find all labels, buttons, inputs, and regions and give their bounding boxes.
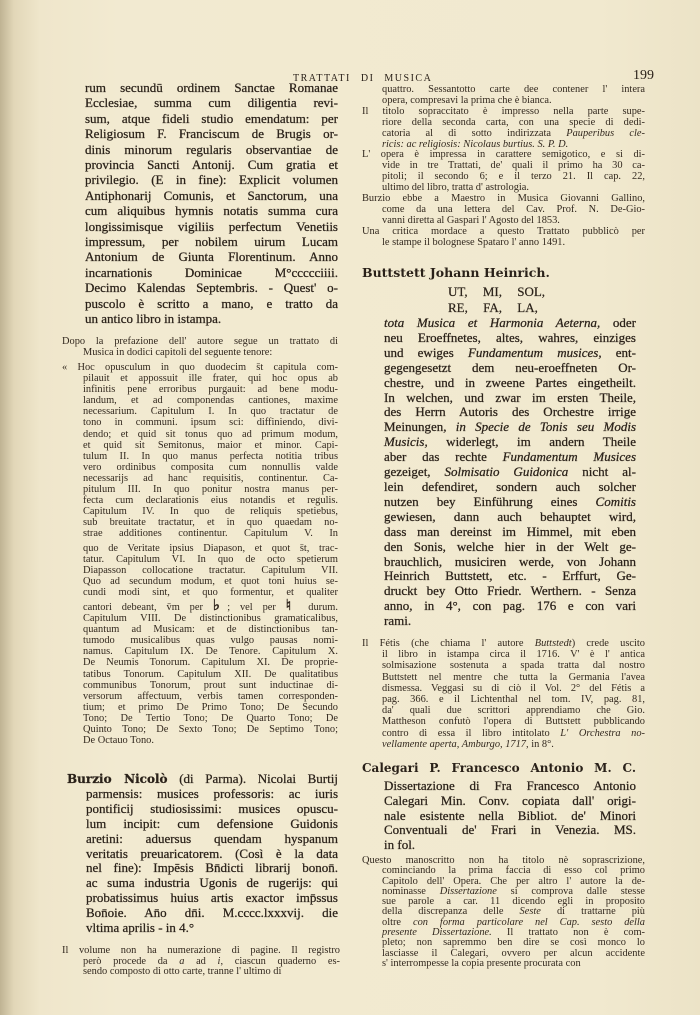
text-line: vide in tre Trattati, de' quali il primo ha 30 ca- <box>382 160 645 172</box>
entry-burzio <box>67 772 338 936</box>
text-segment: durum. <box>298 601 338 613</box>
text-segment: ) crede uscito <box>571 638 646 649</box>
text-line: dinis minorum regularis observantiae de <box>85 141 338 157</box>
text-line: In welchen, und zwar im ersten Theile, <box>384 389 636 405</box>
italic-text: presente Dissertazione. <box>382 927 492 939</box>
text-line: strae additiones continentur. Capitulum V. In <box>83 528 338 540</box>
italic-text: Dissertazione <box>439 885 497 897</box>
text-line: impressum, per nobilem uirum Lucam <box>85 234 338 250</box>
text-line: veritatis preuaricatorem. (Così è la data <box>86 845 338 861</box>
text-line: ultimo del libro, tratta d' astrologia. <box>382 182 530 194</box>
preface-note <box>62 336 338 359</box>
text-line: Antiphonarij Comunis, et Sanctorum, una <box>85 187 338 203</box>
text-segment: si comprova dalle stesse <box>496 885 645 897</box>
text-line: De Octauo Tono. <box>83 735 154 747</box>
text-line <box>384 435 636 450</box>
text-line: nale esistente nella Bibliot. de' Minori <box>384 807 636 823</box>
text-line: rum secundū ordinem Sanctae Romanae <box>85 80 338 95</box>
text-line: Bon̄oie. An̄o dn̄i. M.cccc.lxxxvij. die <box>86 905 338 921</box>
italic-text: Seste <box>519 906 541 918</box>
text-line: Capitulum VIII. De distinctionibus gramaticalibus, <box>83 613 338 625</box>
text-line: sum, atque fideli studio emendatum: per <box>85 110 338 126</box>
text-segment: contro di essa il libro intitolato <box>382 727 561 739</box>
text-line <box>67 772 338 787</box>
italic-text: tota Musica et Harmonia Aeterna, <box>384 315 601 330</box>
text-segment: Il trattato non è com- <box>491 927 645 939</box>
text-line: Heinrich Buttstett, etc. - Erffurt, Ge- <box>384 568 636 584</box>
note-calegari <box>362 856 645 969</box>
italic-text: Fundamentum musices <box>467 344 599 360</box>
text-line: in fol. <box>384 837 416 853</box>
italic-text: Buttstedt <box>534 638 572 649</box>
text-line: pitulum III. In quo ponitur nostra manus per- <box>83 484 338 496</box>
text-line: tatur. Capitulum VI. In quo de octo spetierum <box>83 553 338 565</box>
text-segment: Meinungen, <box>384 419 456 435</box>
text-line: quattro. Sessantotto carte dee contener l' intera <box>382 84 645 95</box>
text-segment: oder <box>600 315 636 330</box>
text-line: sendo composto di otto carte, tranne l' ultimo di <box>83 966 282 978</box>
italic-text: vellamente aperta, Amburgo, 1717, <box>382 738 529 750</box>
italic-text: i <box>217 955 221 967</box>
antiphonary-entry-continuation <box>85 80 338 327</box>
text-line: Calegari Min. Conv. copiata dall' origi- <box>384 792 636 808</box>
text-line: parmensis: musices professoris: ac iuris <box>86 785 338 801</box>
text-line: necessarium. Capitulum I. In quo tractatur de <box>83 406 338 418</box>
text-line <box>384 495 636 510</box>
text-line: lum incipit: cum defensione Guidonis <box>86 815 338 831</box>
text-line: fecta cum declarationis eius notandis et regulis. <box>83 495 338 507</box>
text-line: gewiesen, dann auch behauptet wird, <box>384 508 636 524</box>
text-line: dendo; et quid sit tonus quo ad primum modum, <box>83 428 338 440</box>
text-segment: oltre <box>382 916 413 928</box>
text-line: rami. <box>384 613 412 629</box>
italic-text: Fundamentum Musices <box>502 449 637 465</box>
text-line: Decimo Kalendas Septembris. - Quest' o- <box>85 280 338 296</box>
text-segment: nicht al- <box>568 464 636 480</box>
text-line: Questo manoscritto non ha titolo nè soprascrizione, <box>362 855 645 866</box>
italic-text: a <box>179 955 185 967</box>
text-line <box>362 638 645 649</box>
text-line: communibus Tonorum, prout sunt inductinae di- <box>83 679 338 691</box>
music-sign-icon: ♭ <box>212 597 228 614</box>
text-line: da' quali due scrittori apprendiamo che Gio. <box>382 705 645 717</box>
italic-text: con forma particolare nel Cap. sesto della <box>412 916 645 928</box>
text-line: pitoli; il secondo 6; e il terzo 21. Il cap. 22, <box>382 171 645 183</box>
entry-heading: Burzio Nicolò <box>67 772 168 786</box>
text-line <box>384 420 636 435</box>
notes-burzio <box>362 85 645 249</box>
text-segment: gezeiget, <box>384 464 445 480</box>
text-line: Religiosum F. Franciscum de Brugis or- <box>85 126 338 142</box>
text-segment: di trattarne più <box>540 906 645 918</box>
italic-text: Solmisatio Guidonica <box>444 464 569 480</box>
text-line: longissimisque vigiliis perfectum Venetiis <box>85 218 338 234</box>
text-line: quantum ad Musicam: et de distinctionibus tan- <box>83 624 338 636</box>
text-line: Ecclesiae, summa cum diligentia revi- <box>85 95 338 111</box>
text-line: cundi modi sint, et quo formentur, et qualiter <box>83 586 338 598</box>
italic-text: L' Orchestra no- <box>560 727 645 739</box>
italic-text: ricis: ac religiosis: Nicolaus burtius. S. P. D. <box>382 138 569 150</box>
text-line: « Hoc opusculum in quo duodecim s̄t capitula com- <box>62 362 338 373</box>
text-line: sue parole a car. 11 dicendo egli in proposito <box>382 896 645 908</box>
text-segment: ad <box>184 955 218 967</box>
text-line: cominciando la prima faccia di esso col primo <box>382 865 645 877</box>
text-segment: catoria al di sotto indirizzata <box>382 127 567 139</box>
note-fetis <box>362 638 645 750</box>
text-line: tatibus Tonorum. Capitulum XII. De qualitatibus <box>83 668 338 680</box>
text-line: provincia Sancti Antonij. Cum gratia et <box>85 157 338 173</box>
text-line: De Neumis Tonorum. Capitulum XI. De proprie- <box>83 657 338 669</box>
chapter-list-quote <box>62 362 338 746</box>
text-line: landum, et ad componendas cantiones, maxime <box>83 395 338 407</box>
text-line <box>384 316 636 331</box>
text-line: Conventuali de' Frari in Venezia. MS. <box>384 822 636 838</box>
text-line: solmisazione sostenuta a spada tratta dal nostro <box>382 660 645 672</box>
text-line: et quid sit Semitonus, maior et minor. Capi- <box>83 439 338 451</box>
text-line <box>83 597 338 614</box>
text-line: Tono; De Tertio Tono; De Quarto Tono; De <box>83 712 338 724</box>
running-title: TRATTATI DI MUSICA <box>293 73 433 84</box>
text-line <box>384 450 636 465</box>
text-line: necessarijs ad hanc requisitis, continentur. Ca- <box>83 472 338 484</box>
text-line: des Herrn Autoris des Orchestre irrige <box>384 404 636 420</box>
text-line: il libro in istampa circa il 1716. V' è l' antica <box>382 649 645 661</box>
text-line: Burzio ebbe a Maestro in Musica Giovanni Gallino, <box>362 193 645 205</box>
text-line: neu Eroeffnetes, altes, wahres, einziges <box>384 329 636 345</box>
text-line <box>384 346 636 361</box>
text-line: Una critica mordace a questo Trattato pubblicò per <box>362 225 645 237</box>
text-line: dismessa. Veggasi su di ciò il Vol. 2° del Fétis a <box>382 682 645 694</box>
text-segment: in 8°. <box>528 738 554 750</box>
text-line: tium; et primo De Primo Tono; De Secundo <box>83 701 338 713</box>
text-line: Buttstett nel mentre che tutta la Germania l'avea <box>382 671 645 683</box>
text-segment: aber das rechte <box>384 449 503 465</box>
text-line: vltima aprilis - in 4.° <box>86 920 195 936</box>
text-line: puscolo è scritto a mano, e tratto da <box>85 295 338 311</box>
text-line: nel fine): Impēsis Bn̄dicti librarij bonon̄. <box>86 860 338 876</box>
text-line: come da una lettera del Cav. Prof. N. De-Gio- <box>382 203 645 215</box>
text-line: Il volume non ha numerazione di pagine. Il registro <box>62 945 340 956</box>
entry-buttstett <box>384 316 636 629</box>
text-line: RE, FA, LA, <box>448 300 538 315</box>
text-line: infinitis pene erroribus purgauit: ad bene modu- <box>83 384 338 396</box>
text-line: den Sonis, welche hier in der Welt ge- <box>384 538 636 554</box>
text-segment: , ciascun quaderno es- <box>220 955 340 967</box>
text-line <box>382 728 645 739</box>
text-line: un antico libro in istampa. <box>85 311 222 327</box>
text-line: aretini: aduersus quendam hyspanum <box>86 830 338 846</box>
text-line: opera, compresavi la prima che è bianca. <box>382 94 552 106</box>
text-line: pleto; non sapremmo ben dire se così monco lo <box>382 937 645 949</box>
text-line: Il titolo sopraccitato è impresso nella parte supe- <box>362 105 645 117</box>
text-segment: widerlegt, im andern Theile <box>427 434 636 450</box>
text-line: namus. Capitulum IX. De Tenore. Capitulum X. <box>83 646 338 658</box>
text-line: Capitulum IV. In quo de reliquis spetiebus, <box>83 506 338 518</box>
text-line: Dissertazione di Fra Francesco Antonio <box>384 778 636 793</box>
text-segment: nutzen bey Einführung eines <box>384 493 596 509</box>
text-segment: ; vel per <box>227 601 286 613</box>
text-line: Quinto Tono; De Sexto Tono; De Septimo Tono; <box>83 724 338 735</box>
text-segment: nominasse <box>382 885 440 897</box>
text-line: sub breuitate tractatur, et in quo quaedam no- <box>83 517 338 529</box>
text-line: lasciasse il Calegari, ovvero per alcun accidente <box>382 947 645 959</box>
solmisation-syllables <box>448 284 545 316</box>
text-line: versorum affectuum, verbis tamen corresponden- <box>83 690 338 702</box>
text-line: cum aliquibus hymnis notatis summa cura <box>85 203 338 219</box>
text-segment: , ent- <box>598 344 636 360</box>
text-line: dass man dereinst im Himmel, mit eben <box>384 523 636 539</box>
text-line: tulum II. In quo manus perfecta notitia tribus <box>83 450 338 462</box>
text-line: tumodo musicalibus quas vulgo pausas nomi- <box>83 635 338 647</box>
page-number: 199 <box>633 68 654 83</box>
text-line: incarnationis Dominicae M°ccccciiii. <box>85 264 338 280</box>
text-line: Capitolo dell' Opera. Che per altro l' autore la de- <box>382 875 645 887</box>
text-line: tono in communi. ipsum sci: diffiniendo, divi- <box>83 417 338 429</box>
text-line: privilegio. (E in fine): Explicit volumen <box>85 172 338 188</box>
text-line <box>382 739 645 750</box>
text-line: s' interrompesse la copia presente procurata con <box>382 957 581 969</box>
note-burzio-volume <box>62 946 340 978</box>
text-line: Musica in dodici capitoli del seguente tenore: <box>83 347 273 359</box>
text-line: Mattheson confutò l'opera di Buttstett pubblicando <box>382 716 645 728</box>
text-line: Diapasson collocatione tractatur. Capitulum VII. <box>83 564 338 576</box>
italic-text: in Specie de Tonis seu Modis <box>455 419 636 435</box>
entry-heading-buttstett: Buttstett Johann Heinrich. <box>362 265 550 280</box>
text-line: UT, MI, SOL, <box>448 284 546 299</box>
text-line: vero ordinibus composita cum nonnullis valde <box>83 461 338 473</box>
text-line: druckt bey Otto Friedr. Werthern. - Senza <box>384 583 636 599</box>
text-line: Quo ad secundum modum, et quot toni huius se- <box>83 575 338 587</box>
italic-text: Musicis, <box>384 434 428 450</box>
text-segment: però procede da <box>83 955 180 967</box>
text-line: lein defendiret, sondern auch solcher <box>384 478 636 494</box>
text-line: probatissimus huius artis exactor imp̄ssus <box>86 890 338 906</box>
text-line: Dopo la prefazione dell' autore segue un trattato di <box>62 336 338 347</box>
text-line: riore della seconda carta, con una specie di dedi- <box>382 116 645 128</box>
text-line: quo de Veritate ipsius Diapason, et quot s̄t, trac- <box>83 542 338 554</box>
text-line: L' opera è impressa in carattere semigotico, e si di- <box>362 149 645 161</box>
text-line: pontificij studiosissimi: musices opuscu- <box>86 800 338 816</box>
italic-text: Comitis <box>595 493 636 509</box>
music-sign-icon: ♮ <box>285 597 299 614</box>
text-line: Antonium de Giunta Florentinum. Anno <box>85 249 338 265</box>
entry-heading-calegari: Calegari P. Francesco Antonio M. C. <box>362 761 636 775</box>
text-line: anno, in 4°, con pag. 176 e con vari <box>384 598 636 614</box>
text-line: ac suma industria Ugonis de rugerijs: qui <box>86 875 338 891</box>
text-line: pag. 366. e il Lichtenthal nel tom. IV, pag. 81, <box>382 694 645 706</box>
text-segment: und ewiges <box>384 344 468 360</box>
text-line: gegengesetzt dem neu-eroeffneten Or- <box>384 359 636 375</box>
text-segment: cantori debeant, v̄m per <box>83 601 213 613</box>
italic-text: Pauperibus cle- <box>566 127 645 139</box>
text-line: brauchlich, musiciren werde, von Johann <box>384 553 636 569</box>
text-segment: della discrepanza delle <box>382 906 520 918</box>
text-segment: (di Parma). Nicolai Burtij <box>167 771 338 786</box>
text-line: chestre, und in zweene Partes eingetheilt. <box>384 374 636 390</box>
text-line <box>384 465 636 480</box>
text-segment: Il Fétis (che chiama l' autore <box>362 638 535 649</box>
entry-calegari <box>384 779 636 853</box>
text-line: le stampe il bolognese Spataro l' anno 1491. <box>382 236 566 248</box>
text-line: vanni diretta al Gaspari l' Agosto del 1853. <box>382 214 560 226</box>
text-line: pilauit et appossuit ille frater, qui hoc opus ab <box>83 373 338 385</box>
